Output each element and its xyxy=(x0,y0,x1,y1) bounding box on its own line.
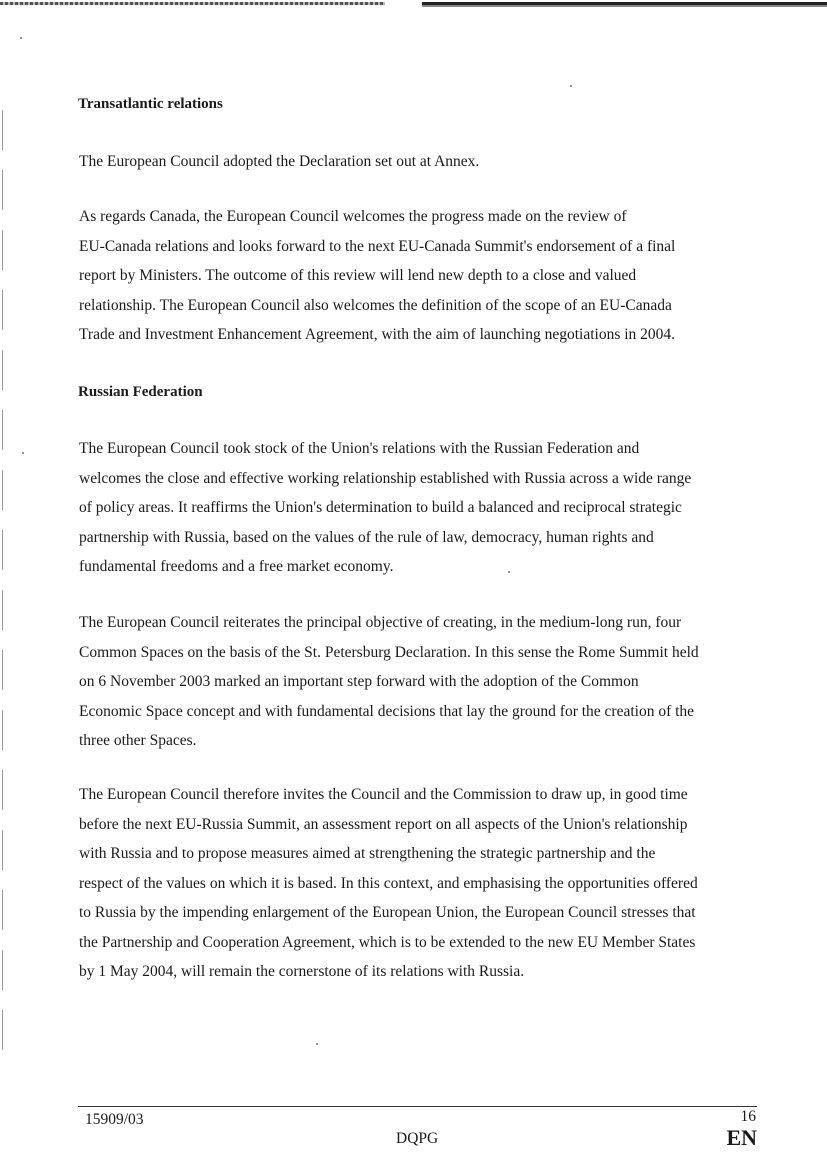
text-line: Trade and Investment Enhancement Agreement, with the aim of launching negotiations in 2004. xyxy=(79,326,676,343)
text-line: respect of the values on which it is based. In this context, and emphasising the opportunities offered xyxy=(79,874,698,892)
text-line: the Partnership and Cooperation Agreement, which is to be extended to the new EU Member States xyxy=(79,933,696,951)
text-line: of policy areas. It reaffirms the Union's determination to build a balanced and reciprocal strategic xyxy=(79,499,682,516)
text-line: The European Council adopted the Declaration set out at Annex. xyxy=(79,153,480,170)
text-line: three other Spaces. xyxy=(79,732,197,749)
language-code: EN xyxy=(726,1125,757,1150)
scan-speck xyxy=(20,37,22,39)
department-code: DQPG xyxy=(396,1130,439,1147)
text-line: on 6 November 2003 marked an important step forward with the adoption of the Common xyxy=(79,673,639,690)
scan-speck xyxy=(570,85,572,87)
scan-artifact-left-edge xyxy=(2,110,3,1070)
paragraph-canada xyxy=(79,202,759,350)
scan-speck xyxy=(22,452,24,454)
section-heading-transatlantic: Transatlantic relations xyxy=(78,96,223,112)
page-number: 16 xyxy=(740,1108,756,1125)
footer-divider xyxy=(78,1106,757,1107)
document-number: 15909/03 xyxy=(85,1111,144,1128)
text-line: by 1 May 2004, will remain the cornerstone of its relations with Russia. xyxy=(79,963,525,980)
scan-artifact-top-right xyxy=(422,2,827,7)
paragraph-common-spaces xyxy=(79,608,759,756)
text-line: The European Council therefore invites the Council and the Commission to draw up, in good time xyxy=(79,786,688,803)
text-line: Economic Space concept and with fundamental decisions that lay the ground for the creation of the xyxy=(79,702,695,720)
paragraph-assessment-report xyxy=(79,780,759,987)
text-line: The European Council took stock of the Union's relations with the Russian Federation and xyxy=(79,440,640,457)
text-line: report by Ministers. The outcome of this review will lend new depth to a close and valued xyxy=(79,267,637,284)
text-line: with Russia and to propose measures aimed at strengthening the strategic partnership and the xyxy=(79,845,656,862)
text-line: to Russia by the impending enlargement of the European Union, the European Council stresses that xyxy=(79,904,696,921)
section-heading-russian-federation: Russian Federation xyxy=(78,384,203,400)
text-line: The European Council reiterates the principal objective of creating, in the medium-long run, four xyxy=(79,614,682,631)
text-line: fundamental freedoms and a free market economy. xyxy=(79,558,394,575)
text-line: Common Spaces on the basis of the St. Petersburg Declaration. In this sense the Rome Summit held xyxy=(79,643,699,661)
text-line: As regards Canada, the European Council welcomes the progress made on the review of xyxy=(79,208,627,225)
scan-speck xyxy=(316,1043,318,1045)
text-line: EU-Canada relations and looks forward to the next EU-Canada Summit's endorsement of a final xyxy=(79,237,676,255)
text-line: before the next EU-Russia Summit, an assessment report on all aspects of the Union's relationship xyxy=(79,815,688,833)
text-line: partnership with Russia, based on the values of the rule of law, democracy, human rights and xyxy=(79,528,654,546)
paragraph-annex-declaration xyxy=(79,147,759,177)
text-line: welcomes the close and effective working relationship established with Russia across a wide range xyxy=(79,469,692,487)
text-line: relationship. The European Council also welcomes the definition of the scope of an EU-Canada xyxy=(79,296,672,314)
paragraph-russia-relations xyxy=(79,434,759,582)
scan-artifact-top-left xyxy=(0,2,385,5)
